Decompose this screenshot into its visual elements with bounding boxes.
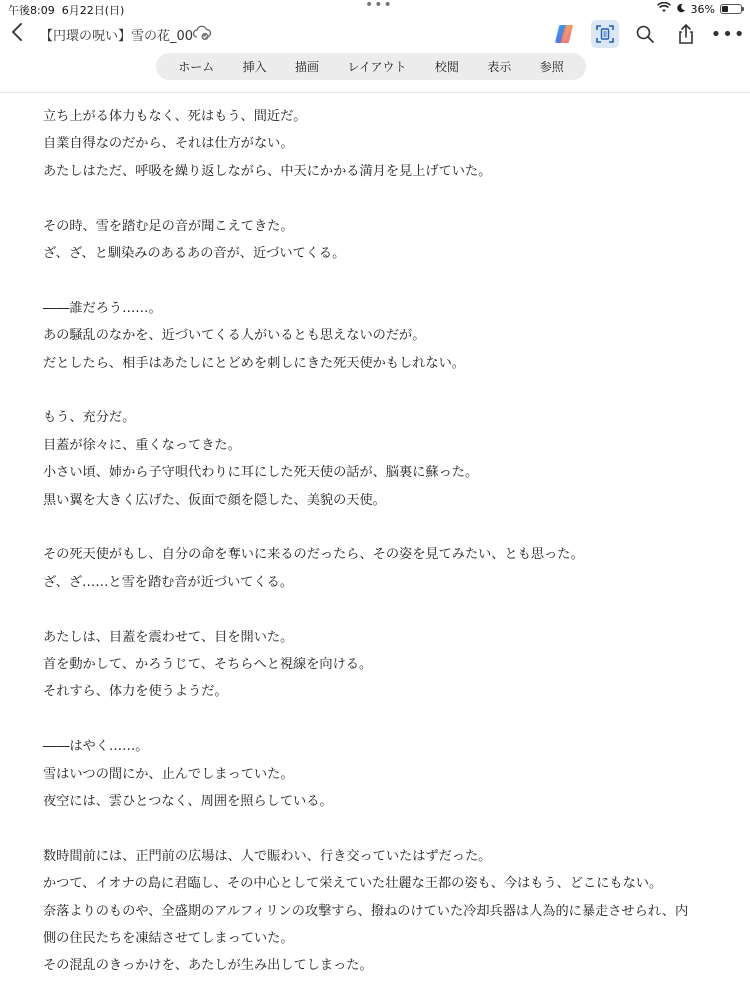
document-line: ざ、ざ……と雪を踏む音が近づいてくる。 xyxy=(43,574,294,590)
document-line: ――誰だろう……。 xyxy=(43,300,162,316)
document-line: 数時間前には、正門前の広場は、人で賑わい、行き交っていたはずだった。 xyxy=(43,848,492,864)
back-chevron-icon[interactable] xyxy=(10,21,24,47)
tab-layout[interactable]: レイアウト xyxy=(347,60,407,74)
document-line: 雪はいつの間にか、止んでしまっていた。 xyxy=(43,766,294,782)
status-time xyxy=(8,2,124,18)
document-line: 自業自得なのだから、それは仕方がない。 xyxy=(43,136,294,152)
document-line: だとしたら、相手はあたしにとどめを刺しにきた死天使かもしれない。 xyxy=(43,355,465,371)
more-options-icon[interactable]: ••• xyxy=(710,23,746,45)
copilot-icon[interactable] xyxy=(551,21,577,47)
document-line: 小さい頃、姉から子守唄代わりに耳にした死天使の話が、脳裏に蘇った。 xyxy=(43,465,479,481)
status-bar xyxy=(0,0,750,18)
document-line: 夜空には、雲ひとつなく、周囲を照らしている。 xyxy=(43,794,333,809)
document-line: 目蓋が徐々に、重くなってきた。 xyxy=(43,437,241,453)
ribbon-tabs xyxy=(156,53,586,80)
battery-icon xyxy=(720,4,742,14)
status-clock: 午後8:09 xyxy=(8,4,55,17)
cloud-sync-icon[interactable] xyxy=(192,24,212,42)
document-line: あたしは、目蓋を震わせて、目を開いた。 xyxy=(43,629,294,645)
document-line: ざ、ざ、と馴染みのあるあの音が、近づいてくる。 xyxy=(43,246,346,261)
title-bar xyxy=(0,18,750,50)
battery-fill xyxy=(722,6,728,12)
moon-icon xyxy=(676,3,686,16)
document-line: それすら、体力を使うようだ。 xyxy=(43,684,228,700)
document-body[interactable] xyxy=(0,93,750,1000)
document-line: あの騒乱のなかを、近づいてくる人がいるとも思えないのだが。 xyxy=(43,328,426,344)
tab-view[interactable]: 表示 xyxy=(487,60,512,74)
tab-references[interactable]: 参照 xyxy=(539,60,564,74)
document-line: ――はやく……。 xyxy=(43,739,149,755)
tab-review[interactable]: 校閲 xyxy=(434,60,459,74)
share-icon[interactable] xyxy=(673,21,699,47)
document-line: その死天使がもし、自分の命を奪いに来るのだったら、その姿を見てみたい、とも思った。 xyxy=(43,547,584,563)
document-line: 黒い翼を大きく広げた、仮面で顔を隠した、美貌の天使。 xyxy=(43,492,386,508)
tab-home[interactable]: ホーム xyxy=(178,60,215,74)
document-line: その時、雪を踏む足の音が聞こえてきた。 xyxy=(43,218,294,234)
document-line: その混乱のきっかけを、あたしが生み出してしまった。 xyxy=(43,958,373,974)
document-line: かつて、イオナの島に君臨し、その中心として栄えていた壮麗な王都の姿も、今はもう、どこにもない。 xyxy=(43,876,663,892)
document-line: あたしはただ、呼吸を繰り返しながら、中天にかかる満月を見上げていた。 xyxy=(43,163,492,179)
document-line: もう、充分だ。 xyxy=(43,410,136,426)
battery-percent: 36% xyxy=(690,2,715,16)
tab-draw[interactable]: 描画 xyxy=(295,60,320,74)
wifi-icon xyxy=(657,2,671,16)
status-indicators xyxy=(657,2,742,16)
status-date: 6月22日(日) xyxy=(61,4,125,17)
document-line: 奈落よりのものや、全盛期のアルフィリンの攻撃すら、撥ねのけていた冷却兵器は人為的に暴走させられ、内 xyxy=(43,903,689,919)
tab-insert[interactable]: 挿入 xyxy=(242,60,267,74)
multitasking-dots-icon[interactable]: ••• xyxy=(365,0,393,13)
document-line: 首を動かして、かろうじて、そちらへと視線を向ける。 xyxy=(43,657,373,672)
document-title[interactable]: 【円環の呪い】雪の花_00 xyxy=(40,29,194,44)
document-line: 立ち上がる体力もなく、死はもう、間近だ。 xyxy=(43,109,307,124)
document-line: 側の住民たちを凍結させてしまっていた。 xyxy=(43,931,294,946)
search-icon[interactable] xyxy=(632,21,658,47)
focus-mode-icon[interactable] xyxy=(591,20,619,48)
